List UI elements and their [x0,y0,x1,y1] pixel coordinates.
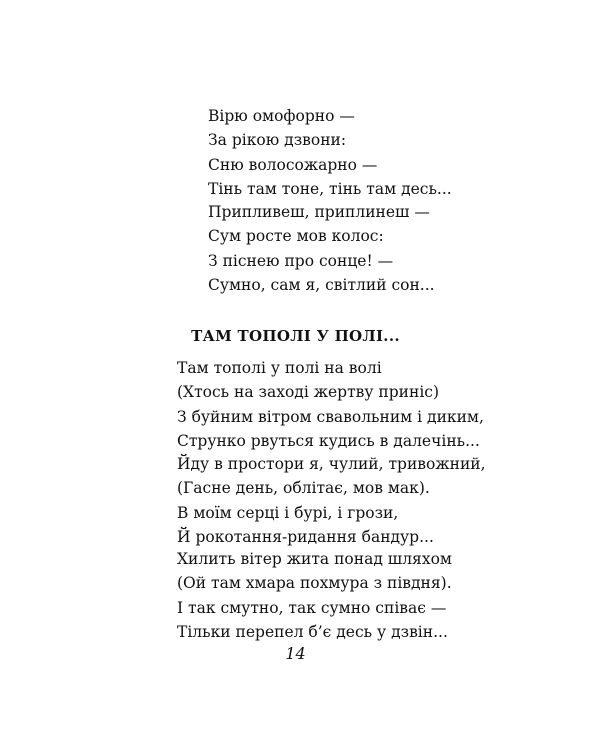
verse-line: (Ой там хмара похмура з півдня). [177,574,452,593]
stanza-3 [177,356,484,453]
verse-line: Тільки перепел б’є десь у дзвін... [177,622,448,641]
verse-line: (Хтось на заході жертву приніс) [177,383,440,402]
verse-line: З піснею про сонце! — [208,251,394,270]
verse-line: Хилить вітер жита понад шляхом [177,550,452,568]
verse-line: За рікою дзвони: [208,131,347,150]
verse-line: В моїм серці і бурі, і грози, [177,503,399,522]
verse-line: Тінь там тоне, тінь там десь... [208,179,452,198]
stanza-4 [177,452,486,549]
verse-line: Вірю омофорно — [208,107,355,125]
verse-line: З буйним вітром свавольним і диким, [177,407,484,426]
verse-line: (Гасне день, облітає, мов мак). [177,479,430,498]
verse-line: І так смутно, так сумно співає — [177,598,447,617]
stanza-1 [208,104,452,201]
verse-line: Й рокотання-ридання бандур... [177,527,434,546]
verse-line: Припливеш, приплинеш — [208,203,430,221]
stanza-2 [208,200,435,297]
verse-line: Струнко рвуться кудись в далечінь... [177,431,480,450]
verse-line: Сумно, сам я, світлий сон... [208,275,435,294]
verse-line: Там тополі у полі на волі [177,359,382,377]
stanza-5 [177,547,452,644]
poem-title: ТАМ ТОПОЛІ У ПОЛІ... [191,327,400,345]
verse-line: Сум росте мов колос: [208,227,384,246]
verse-line: Йду в простори я, чулий, тривожний, [177,455,486,473]
verse-line: Сню волосожарно — [208,155,378,174]
page-number: 14 [285,644,306,663]
